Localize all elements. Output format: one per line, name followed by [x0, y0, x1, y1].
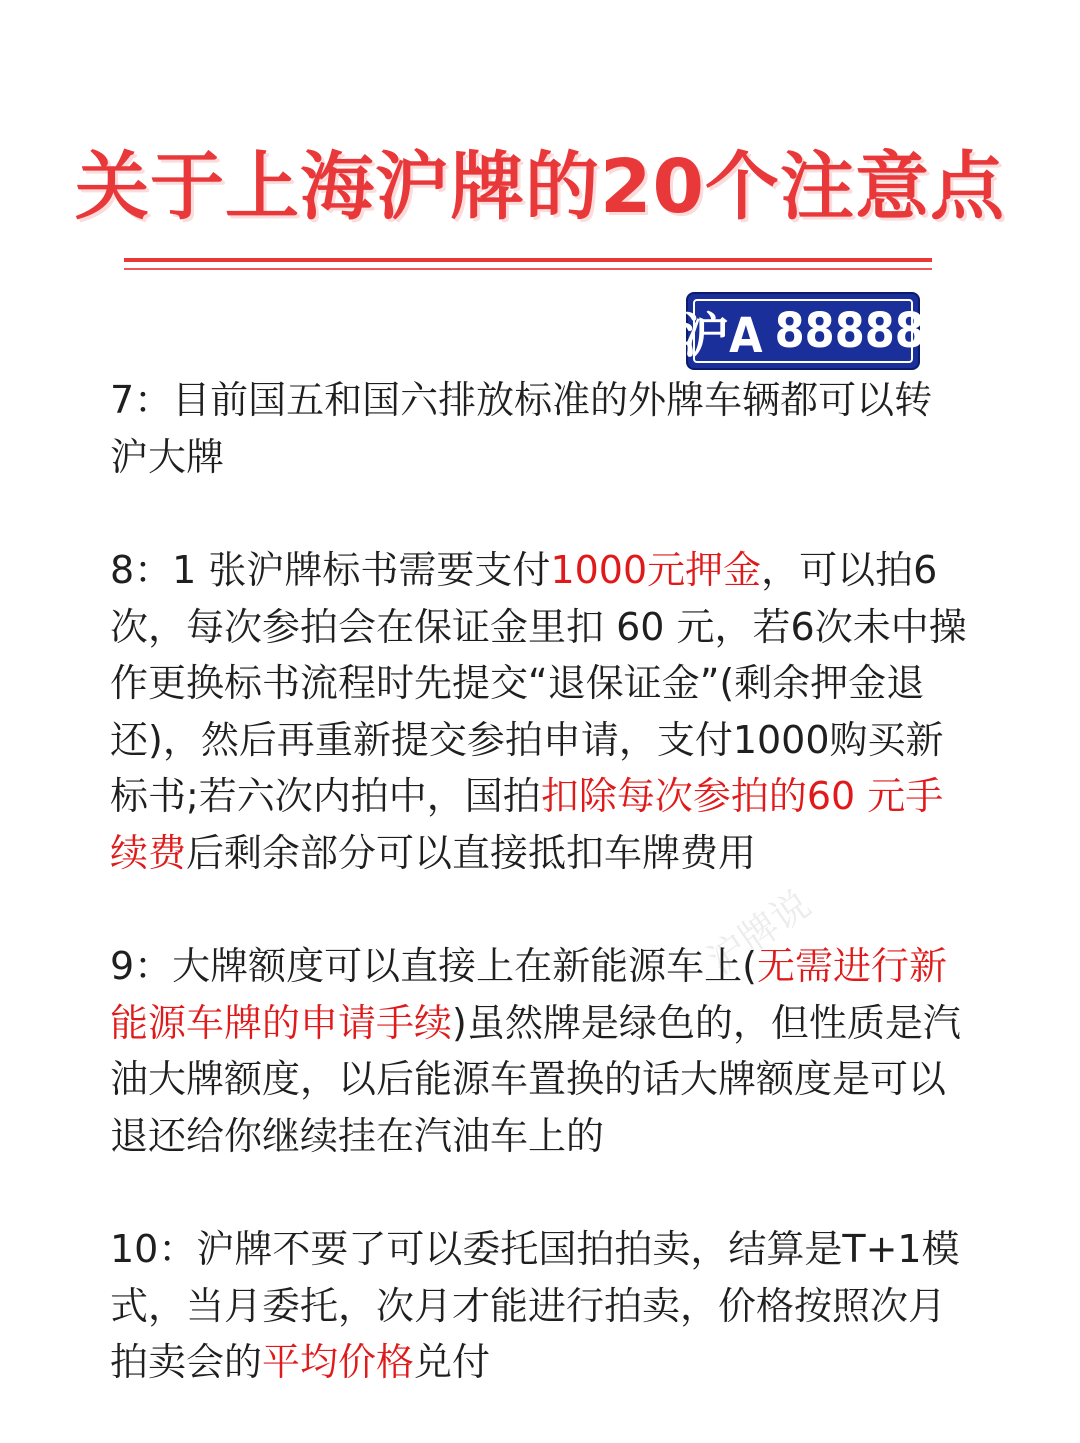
- note-10-text: 兑付: [414, 1340, 491, 1384]
- watermark: 沪牌说: [699, 881, 819, 984]
- notes-list: [110, 372, 970, 1443]
- note-10-highlight: 平均价格: [262, 1340, 415, 1384]
- note-10-text: 10：沪牌不要了可以委托国拍拍卖，结算是T+1模式，当月委托，次月才能进行拍卖，价格按照次月拍卖会的: [110, 1227, 960, 1384]
- page-title: 关于上海沪牌的20个注意点: [75, 144, 1005, 230]
- title-divider-thin: [124, 268, 932, 270]
- plate-number: 88888: [774, 303, 925, 359]
- title-divider-thick: [124, 258, 932, 262]
- note-item-10: [110, 1221, 970, 1391]
- note-item-8: [110, 542, 970, 881]
- note-7-text: 7：目前国五和国六排放标准的外牌车辆都可以转沪大牌: [110, 378, 933, 479]
- license-plate-image: [681, 294, 925, 368]
- note-8-highlight-fee: 扣除每次参拍的60 元手续费: [110, 774, 944, 875]
- license-plate-text: [681, 299, 925, 364]
- note-9-text: 9：大牌额度可以直接上在新能源车上(: [110, 944, 758, 988]
- note-9-text: )虽然牌是绿色的，但性质是汽油大牌额度，以后能源车置换的话大牌额度是可以退还给你继续挂在汽油车上的: [110, 1000, 961, 1158]
- note-8-text: ，可以拍6次，每次参拍会在保证金里扣 60 元，若6次未中操作更换标书流程时先提交“退保证金”(剩余押金退还)，然后再重新提交参拍申请，支付1000购买新标书;若六次内拍中，国拍: [110, 548, 967, 818]
- note-item-7: [110, 372, 970, 485]
- plate-prefix: 沪A: [681, 307, 763, 364]
- note-8-text: 后剩余部分可以直接抵扣车牌费用: [186, 830, 757, 875]
- note-8-highlight-deposit: 1000元押金: [550, 548, 762, 592]
- note-item-9: [110, 938, 970, 1164]
- note-8-text: 8：1 张沪牌标书需要支付: [110, 548, 551, 592]
- note-9-highlight: 无需进行新能源车牌的申请手续: [110, 944, 948, 1045]
